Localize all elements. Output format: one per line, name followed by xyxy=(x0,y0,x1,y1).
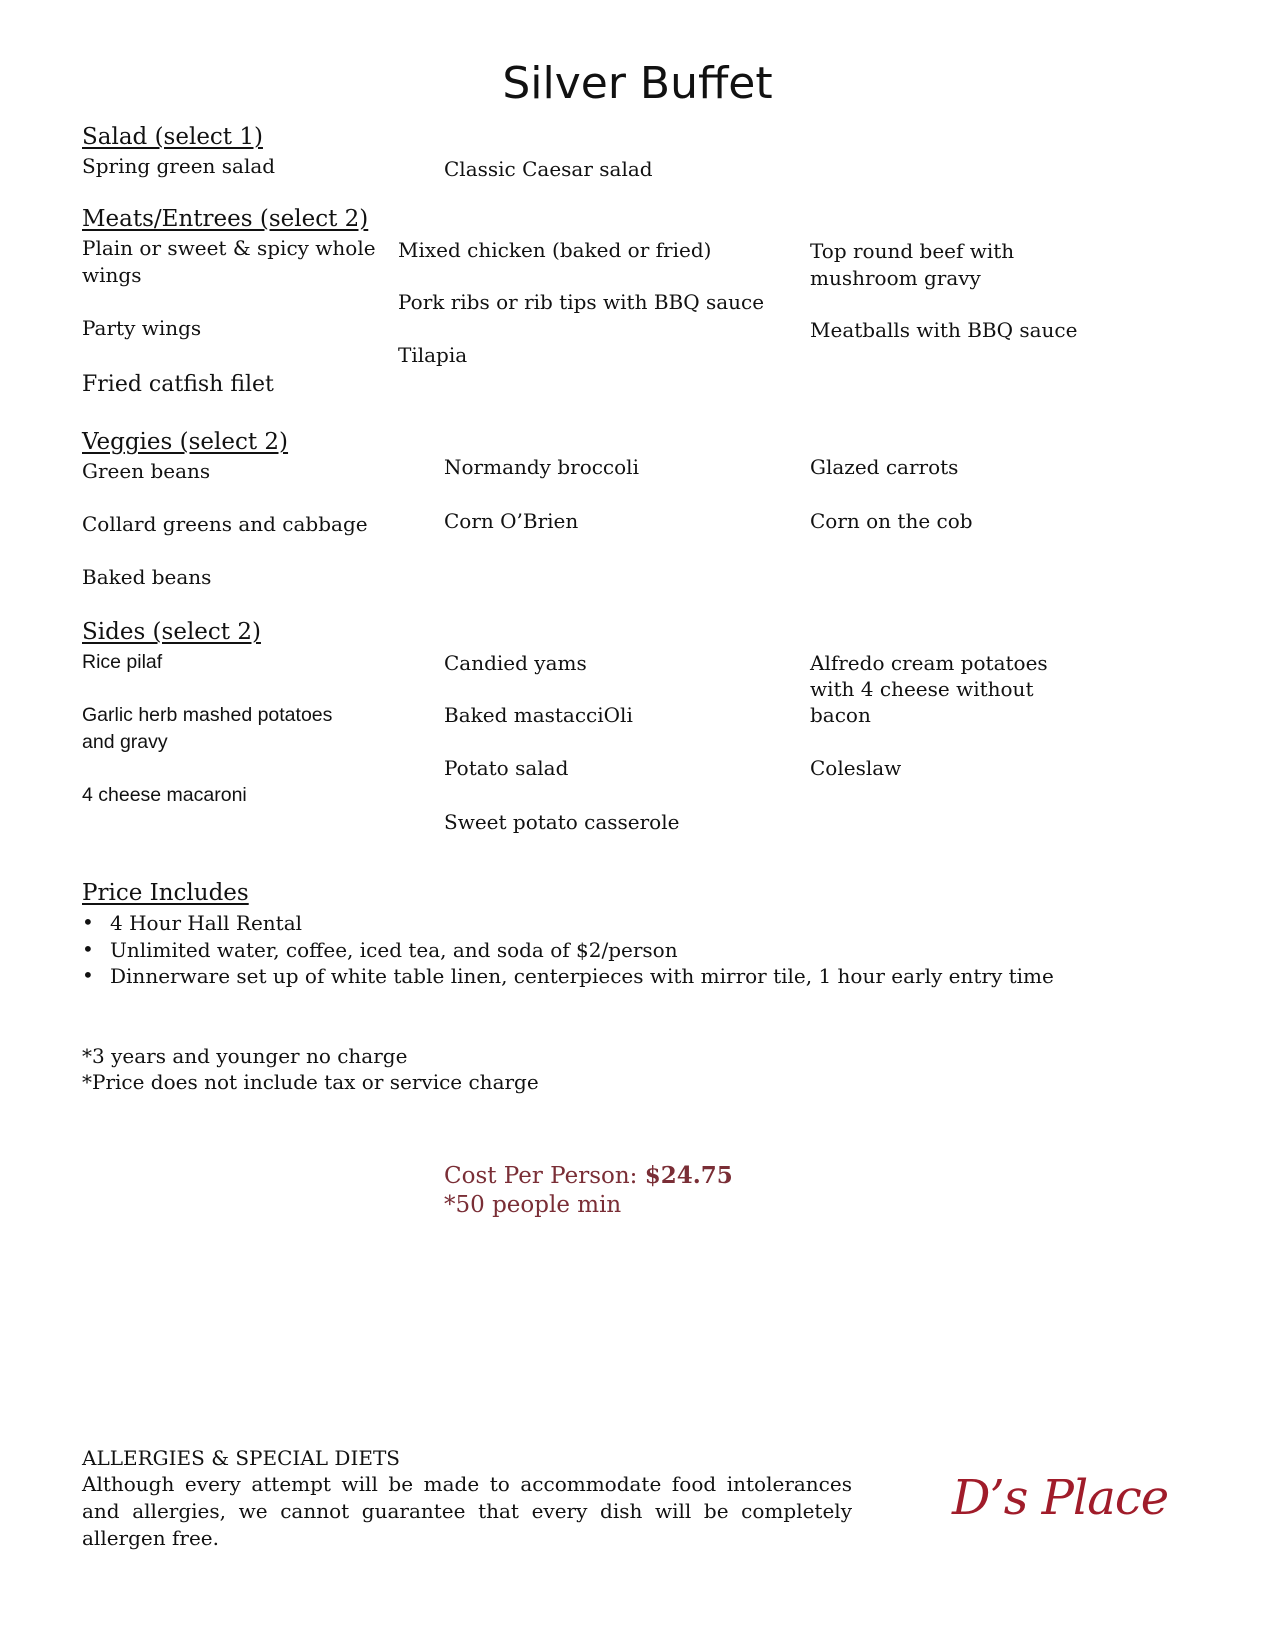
cost-per-person xyxy=(444,1162,733,1189)
meat-item: Party wings xyxy=(82,316,202,340)
side-item: with 4 cheese without xyxy=(810,677,1034,701)
page-title: Silver Buffet xyxy=(502,58,773,109)
meat-item: Fried catfish filet xyxy=(82,372,274,397)
side-item: Rice pilaf xyxy=(82,651,163,673)
side-item: Sweet potato casserole xyxy=(444,810,680,834)
veggie-item: Glazed carrots xyxy=(810,455,959,479)
side-item: Potato salad xyxy=(444,756,569,780)
meat-item: Plain or sweet & spicy whole xyxy=(82,236,376,260)
cost-label: Cost Per Person: xyxy=(444,1163,645,1189)
veggie-item: Baked beans xyxy=(82,565,212,589)
veggie-item: Normandy broccoli xyxy=(444,455,639,479)
cost-amount: $24.75 xyxy=(644,1162,733,1189)
meat-item: Pork ribs or rib tips with BBQ sauce xyxy=(398,290,765,314)
side-item: Baked mastacciOli xyxy=(444,703,633,727)
price-include-item: Unlimited water, coffee, iced tea, and soda of $2/person xyxy=(110,938,678,962)
veggie-item: Collard greens and cabbage xyxy=(82,512,368,536)
bullet: • xyxy=(82,963,94,987)
bullet: • xyxy=(82,937,94,961)
meat-item: Top round beef with xyxy=(810,239,1015,263)
ds-place-logo: D’s Place xyxy=(952,1470,1169,1526)
cost-minimum: *50 people min xyxy=(444,1192,622,1218)
sides-heading: Sides (select 2) xyxy=(82,619,261,645)
note: *Price does not include tax or service charge xyxy=(82,1070,539,1094)
side-item: Alfredo cream potatoes xyxy=(810,651,1048,675)
bullet: • xyxy=(82,910,94,934)
side-item: Coleslaw xyxy=(810,756,902,780)
salad-item: Spring green salad xyxy=(82,154,276,178)
price-include-item: Dinnerware set up of white table linen, centerpieces with mirror tile, 1 hour early entry time xyxy=(110,964,1054,988)
side-item: 4 cheese macaroni xyxy=(82,784,247,806)
side-item: bacon xyxy=(810,703,871,727)
allergies-text: Although every attempt will be made to accommodate food intolerances and allergies, we cannot guarantee that every dish will be completely allergen free. xyxy=(82,1472,852,1550)
meat-item: Mixed chicken (baked or fried) xyxy=(398,238,712,262)
veggie-item: Green beans xyxy=(82,459,211,483)
price-include-item: 4 Hour Hall Rental xyxy=(110,911,303,935)
meat-item: Tilapia xyxy=(398,343,468,367)
veggies-heading: Veggies (select 2) xyxy=(82,429,289,455)
note: *3 years and younger no charge xyxy=(82,1044,408,1068)
side-item: Garlic herb mashed potatoes xyxy=(82,704,333,726)
side-item: Candied yams xyxy=(444,651,587,675)
veggie-item: Corn on the cob xyxy=(810,509,973,533)
salad-item: Classic Caesar salad xyxy=(444,157,653,181)
meat-item: mushroom gravy xyxy=(810,266,981,290)
veggie-item: Corn O’Brien xyxy=(444,509,579,533)
meats-heading: Meats/Entrees (select 2) xyxy=(82,206,369,232)
price-includes-heading: Price Includes xyxy=(82,880,249,906)
salad-heading: Salad (select 1) xyxy=(82,124,263,150)
allergies-heading: ALLERGIES & SPECIAL DIETS xyxy=(82,1446,400,1470)
side-item: and gravy xyxy=(82,731,168,753)
meat-item: wings xyxy=(82,263,142,287)
meat-item: Meatballs with BBQ sauce xyxy=(810,318,1078,342)
